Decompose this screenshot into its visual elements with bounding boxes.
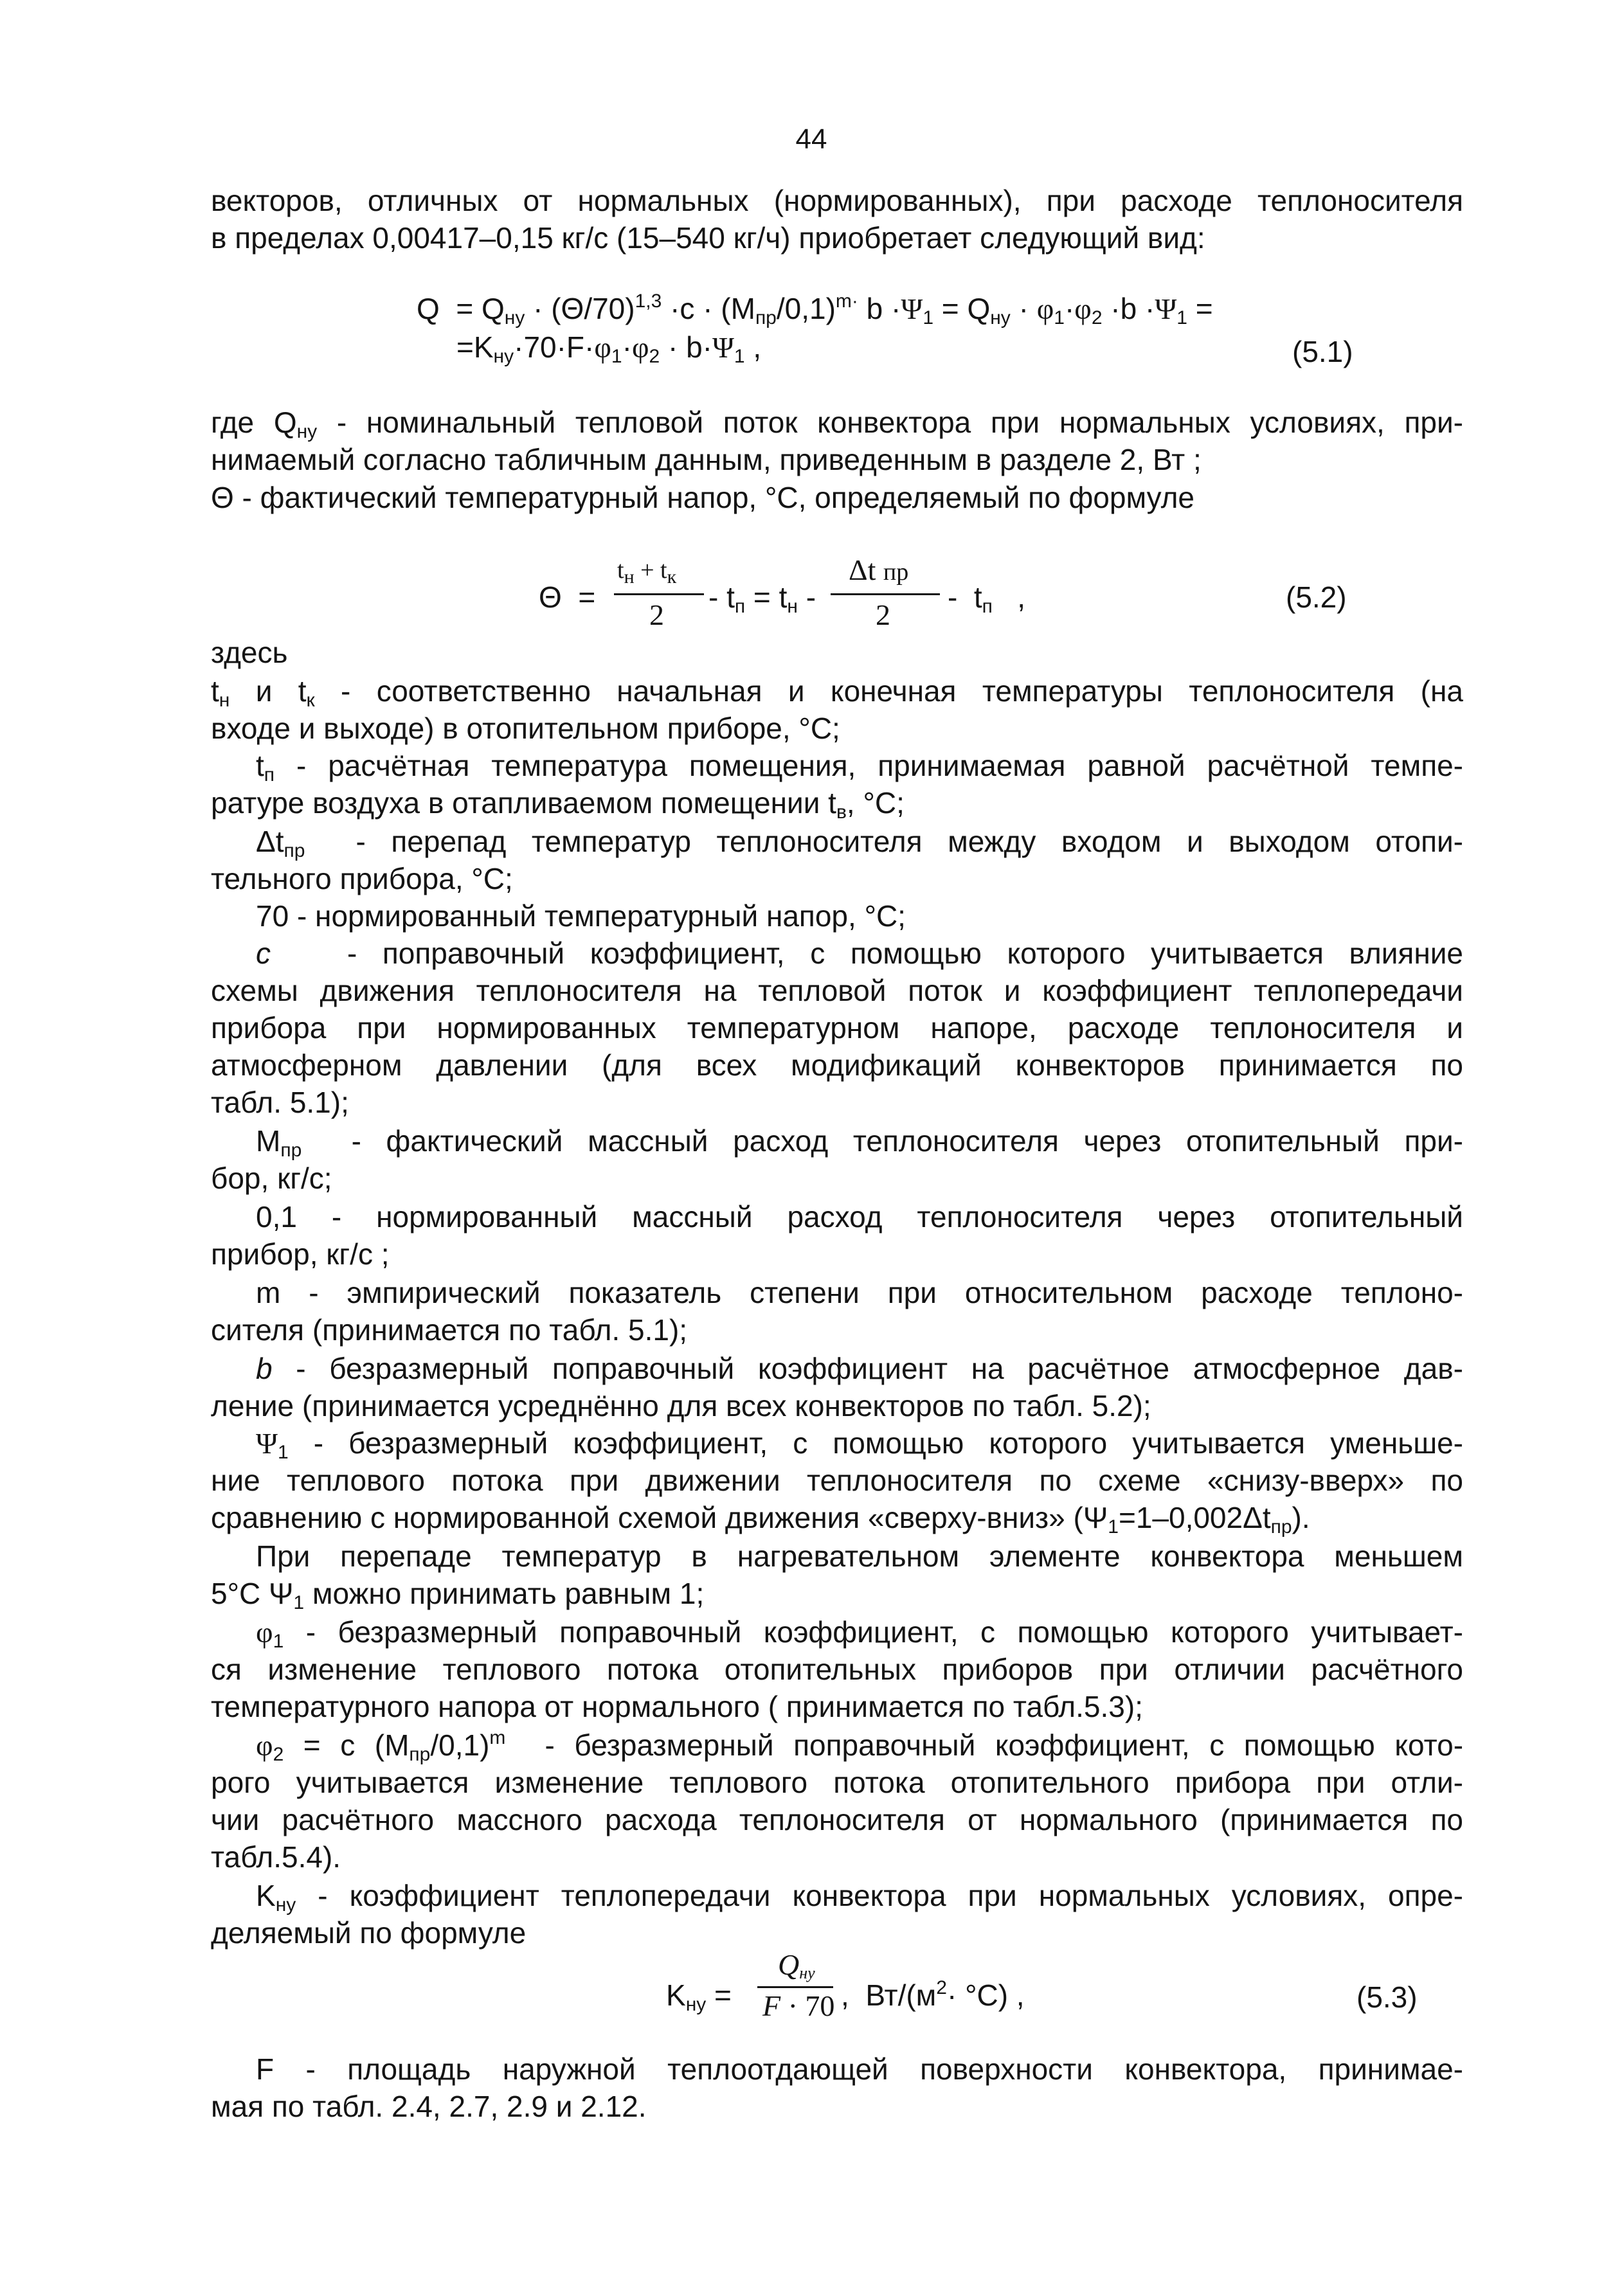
def-70: 70 - нормированный температурный напор, °С;	[256, 899, 906, 933]
def-phi1-line-2: ся изменение теплового потока отопительных приборов при отличии расчётного	[211, 1653, 1463, 1686]
def-tn-tk-line-2: входе и выходе) в отопительном приборе, °С;	[211, 712, 840, 745]
def-dt-line-1: $\Delta t_{пр}$ - перепад температур теплоносителя между входом и выходом отопи-	[256, 825, 1463, 861]
def-c-line-2: схемы движения теплоносителя на тепловой поток и коэффициент теплопередачи	[211, 974, 1463, 1007]
def-psi-line-3: сравнению с нормированной схемой движения «сверху-вниз» $(\Psi_1=1-0,002\Delta t_{пр})$.	[211, 1501, 1310, 1538]
def-tp-line-1: $t_п$ - расчётная температура помещения, принимаемая равной расчётной темпе-	[256, 749, 1464, 785]
def-m-line-1: $M_{пр}$ - фактический массный расход теплоносителя через отопительный при-	[256, 1124, 1464, 1161]
def-phi1-line-1: $\varphi_1$ - безразмерный поправочный коэффициент, с помощью которого учитывает-	[256, 1615, 1463, 1652]
def-psi-line-2: ние теплового потока при движении теплоносителя по схеме «снизу-вверх» по	[211, 1464, 1463, 1497]
def-k-line-1: $K_{ну}$ - коэффициент теплопередачи конвектора при нормальных условиях, опре-	[256, 1879, 1463, 1915]
intro-line-1: векторов, отличных от нормальных (нормированных), при расходе теплоносителя	[211, 184, 1463, 217]
def-dt-line-2: тельного прибора, °С;	[211, 862, 513, 895]
document-page: 44 векторов, отличных от нормальных (нормированных), при расходе теплоносителя в пределах 0,00417–0,15 кг/с (15–540 кг/ч) приобретает следующий вид: $Q = Q_{ну} \cdot (\Theta/70)^{1,3} \cdot c \cdot (M_{пр}/0,1)^{m\cdot}$ $b \cdot\Psi_1 = Q_{ну} \cdot \varphi_1\cdot\varphi_2 \cdot b \cdot\Psi_1$ = $=K_{ну}\cdot 70\cdot F\cdot\varphi_1\cdot\varphi_2 \cdot b\cdot\Psi_1$ , (5.1) где $Q_{ну}$ - номинальный тепловой поток конвектора при нормальных условиях, при- нимаемый согласно табличным данным, приведенным в разделе 2, Вт ; Θ - фактический температурный напор, °С, определяемый по формуле Θ = $t_н + t_к$ 2 - $t_п = t_н$ - Δt пр 2 - $t_п$ , (5.2) здесь $t_н$ и $t_к$ - соответственно начальная и конечная температуры теплоносителя (на входе и выходе) в отопительном приборе, °С; $t_п$ - расчётная температура помещения, принимаемая равной расчётной темпе- ратуре воздуха в отапливаемом помещении $t_в$, °С; $\Delta t_{пр}$ - перепад температур теплоносителя между входом и выходом отопи- тельного прибора, °С; 70 - нормированный температурный напор, °С; с - поправочный коэффициент, с помощью которого учитывается влияние схемы движения теплоносителя на тепловой поток и коэффициент теплопередачи прибора при нормированных температурном напоре, расходе теплоносителя и атмосферном давлении (для всех модификаций конвекторов принимается по табл. 5.1); $M_{пр}$ - фактический массный расход теплоносителя через отопительный при- бор, кг/с; 0,1 - нормированный массный расход теплоносителя через отопительный прибор, кг/с ; m - эмпирический показатель степени при относительном расходе теплоно- сителя (принимается по табл. 5.1); b - безразмерный поправочный коэффициент на расчётное атмосферное дав- ление (принимается усреднённо для всех конвекторов по табл. 5.2); $\Psi_1$ - безразмерный коэффициент, с помощью которого учитывается уменьше- ние теплового потока при движении теплоносителя по схеме «снизу-вверх» по сравнению с нормированной схемой движения «сверху-вниз» $(\Psi_1=1-0,002\Delta t_{пр})$. При перепаде температур в нагревательном элементе конвектора меньшем 5°С $\Psi_1$ можно принимать равным 1; $\varphi_1$ - безразмерный поправочный коэффициент, с помощью которого учитывает- ся изменение теплового потока отопительных приборов при отличии расчётного температурного напора от нормального ( принимается по табл.5.3); $\varphi_2 = с$ $(M_{пр}/0,1)^m$ - безразмерный поправочный коэффициент, с помощью кото- рого учитывается изменение теплового потока отопительного прибора при отли- чии расчётного массного расхода теплоносителя от нормального (принимается по табл.5.4). $K_{ну}$ - коэффициент теплопередачи конвектора при нормальных условиях, опре- деляемый по формуле $K_{ну}$ = Qну F · 70 , $Вт/(м^2\cdot ^\circ С)$ , (5.3) F - площадь наружной теплоотдающей поверхности конвектора, принимае- мая по табл. 2.4, 2.7, 2.9 и 2.12.	[0, 0, 1622, 2296]
def-phi2-line-2: рого учитывается изменение теплового потока отопительного прибора при отли-	[211, 1766, 1463, 1799]
def-k-line-2: деляемый по формуле	[211, 1916, 527, 1950]
def-m-exp-line-2: сителя (принимается по табл. 5.1);	[211, 1313, 688, 1347]
def-b-line-1: b - безразмерный поправочный коэффициент на расчётное атмосферное дав-	[256, 1352, 1463, 1385]
def-c-line-5: табл. 5.1);	[211, 1086, 349, 1119]
def-c-line-3: прибора при нормированных температурном напоре, расходе теплоносителя и	[211, 1011, 1463, 1045]
equation-5-1-line-2: $=K_{ну}\cdot 70\cdot F\cdot\varphi_1\cdot\varphi_2 \cdot b\cdot\Psi_1$ ,	[456, 330, 762, 367]
def-c-line-4: атмосферном давлении (для всех модификаций конвекторов принимается по	[211, 1048, 1463, 1082]
where-line-1: где $Q_{ну}$ - номинальный тепловой поток конвектора при нормальных условиях, при-	[211, 406, 1464, 442]
intro-line-2: в пределах 0,00417–0,15 кг/с (15–540 кг/ч) приобретает следующий вид:	[211, 221, 1205, 255]
def-f-line-1: F - площадь наружной теплоотдающей поверхности конвектора, принимае-	[256, 2052, 1463, 2086]
def-m-exp-line-1: m - эмпирический показатель степени при относительном расходе теплоно-	[256, 1276, 1463, 1309]
def-b-line-2: ление (принимается усреднённо для всех конвекторов по табл. 5.2);	[211, 1389, 1151, 1422]
def-phi1-line-3: температурного напора от нормального ( принимается по табл.5.3);	[211, 1690, 1143, 1723]
where-line-3: Θ - фактический температурный напор, °С, определяемый по формуле	[211, 481, 1195, 514]
def-tp-line-2: ратуре воздуха в отапливаемом помещении $t_в$, °С;	[211, 786, 905, 823]
def-tn-tk-line-1: $t_н$ и $t_к$ - соответственно начальная и конечная температуры теплоносителя (на	[211, 674, 1463, 711]
def-01-line-1: 0,1 - нормированный массный расход теплоносителя через отопительный	[256, 1200, 1463, 1233]
def-f-line-2: мая по табл. 2.4, 2.7, 2.9 и 2.12.	[211, 2090, 647, 2123]
equation-5-1-number: (5.1)	[1292, 335, 1353, 368]
equation-5-3-number: (5.3)	[1356, 1980, 1418, 2014]
here-label: здесь	[211, 636, 288, 669]
equation-5-1-line-1: $Q = Q_{ну} \cdot (\Theta/70)^{1,3} \cdot c \cdot (M_{пр}/0,1)^{m\cdot}$ $b \cdot\Psi_1 = Q_{ну} \cdot \varphi_1\cdot\varphi_2 \cdot b \cdot\Psi_1$ =	[417, 291, 1213, 328]
where-line-2: нимаемый согласно табличным данным, приведенным в разделе 2, Вт ;	[211, 443, 1202, 476]
def-phi2-line-1: $\varphi_2 = с$ $(M_{пр}/0,1)^m$ - безразмерный поправочный коэффициент, с помощью кото-	[256, 1727, 1464, 1765]
page-number: 44	[795, 123, 827, 155]
diff-line-2: 5°С $\Psi_1$ можно принимать равным 1;	[211, 1577, 705, 1613]
def-phi2-line-3: чии расчётного массного расхода теплоносителя от нормального (принимается по	[211, 1803, 1463, 1836]
def-psi-line-1: $\Psi_1$ - безразмерный коэффициент, с помощью которого учитывается уменьше-	[256, 1426, 1464, 1463]
def-m-line-2: бор, кг/с;	[211, 1161, 332, 1195]
diff-line-1: При перепаде температур в нагревательном элементе конвектора меньшем	[256, 1539, 1463, 1573]
def-c-line-1: с - поправочный коэффициент, с помощью которого учитывается влияние	[256, 937, 1464, 970]
def-phi2-line-4: табл.5.4).	[211, 1840, 341, 1874]
equation-5-2-number: (5.2)	[1286, 580, 1347, 614]
def-01-line-2: прибор, кг/с ;	[211, 1237, 390, 1271]
